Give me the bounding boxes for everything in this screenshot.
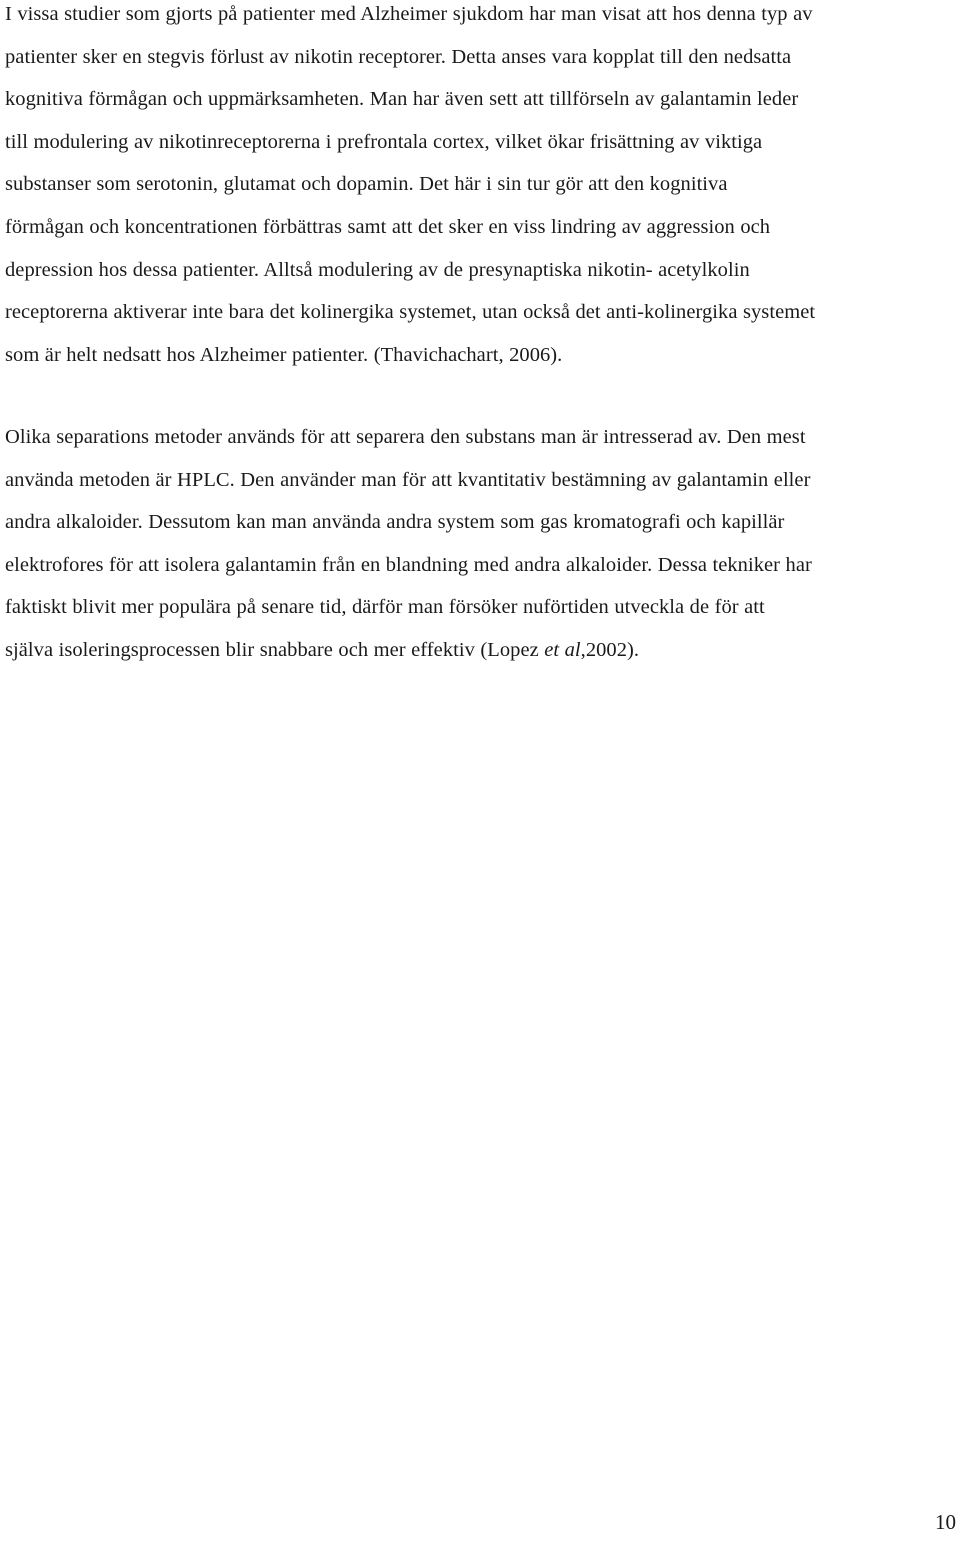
text-line: substanser som serotonin, glutamat och dopamin. Det här i sin tur gör att den kognitiva	[5, 173, 728, 196]
text-line: andra alkaloider. Dessutom kan man använda andra system som gas kromatografi och kapillär	[5, 511, 785, 534]
text-line: som är helt nedsatt hos Alzheimer patienter. (Thavichachart, 2006).	[5, 343, 563, 366]
page-number: 10	[935, 1510, 956, 1534]
text-line: kognitiva förmågan och uppmärksamheten. Man har även sett att tillförseln av galantamin leder	[5, 88, 799, 111]
text-line: elektrofores för att isolera galantamin från en blandning med andra alkaloider. Dessa tekniker har	[5, 553, 812, 576]
text-line: receptorerna aktiverar inte bara det kolinergika systemet, utan också det anti-kolinergika systemet	[5, 301, 816, 324]
text-line: I vissa studier som gjorts på patienter med Alzheimer sjukdom har man visat att hos denna typ av	[5, 3, 813, 25]
italic-citation-text: et al	[544, 638, 581, 661]
text-line: till modulering av nikotinreceptorerna i prefrontala cortex, vilket ökar frisättning av viktiga	[5, 130, 763, 153]
text-segment: ,2002).	[580, 638, 640, 661]
text-line: faktiskt blivit mer populära på senare tid, därför man försöker nuförtiden utveckla de för att	[5, 596, 765, 619]
text-segment: själva isoleringsprocessen blir snabbare och mer effektiv (Lopez	[5, 638, 545, 661]
paragraph-alzheimer-nicotine-receptors	[5, 0, 960, 376]
text-line: depression hos dessa patienter. Alltså modulering av de presynaptiska nikotin- acetylkolin	[5, 258, 750, 281]
text-line: förmågan och koncentrationen förbättras samt att det sker en viss lindring av aggression och	[5, 215, 771, 238]
text-line-with-citation	[5, 629, 960, 672]
paragraph-separation-methods	[5, 416, 960, 672]
text-line: använda metoden är HPLC. Den använder man för att kvantitativ bestämning av galantamin eller	[5, 468, 811, 491]
text-line: patienter sker en stegvis förlust av nikotin receptorer. Detta anses vara kopplat till den nedsatta	[5, 45, 792, 68]
text-line: Olika separations metoder används för att separera den substans man är intresserad av. Den mest	[5, 426, 806, 448]
